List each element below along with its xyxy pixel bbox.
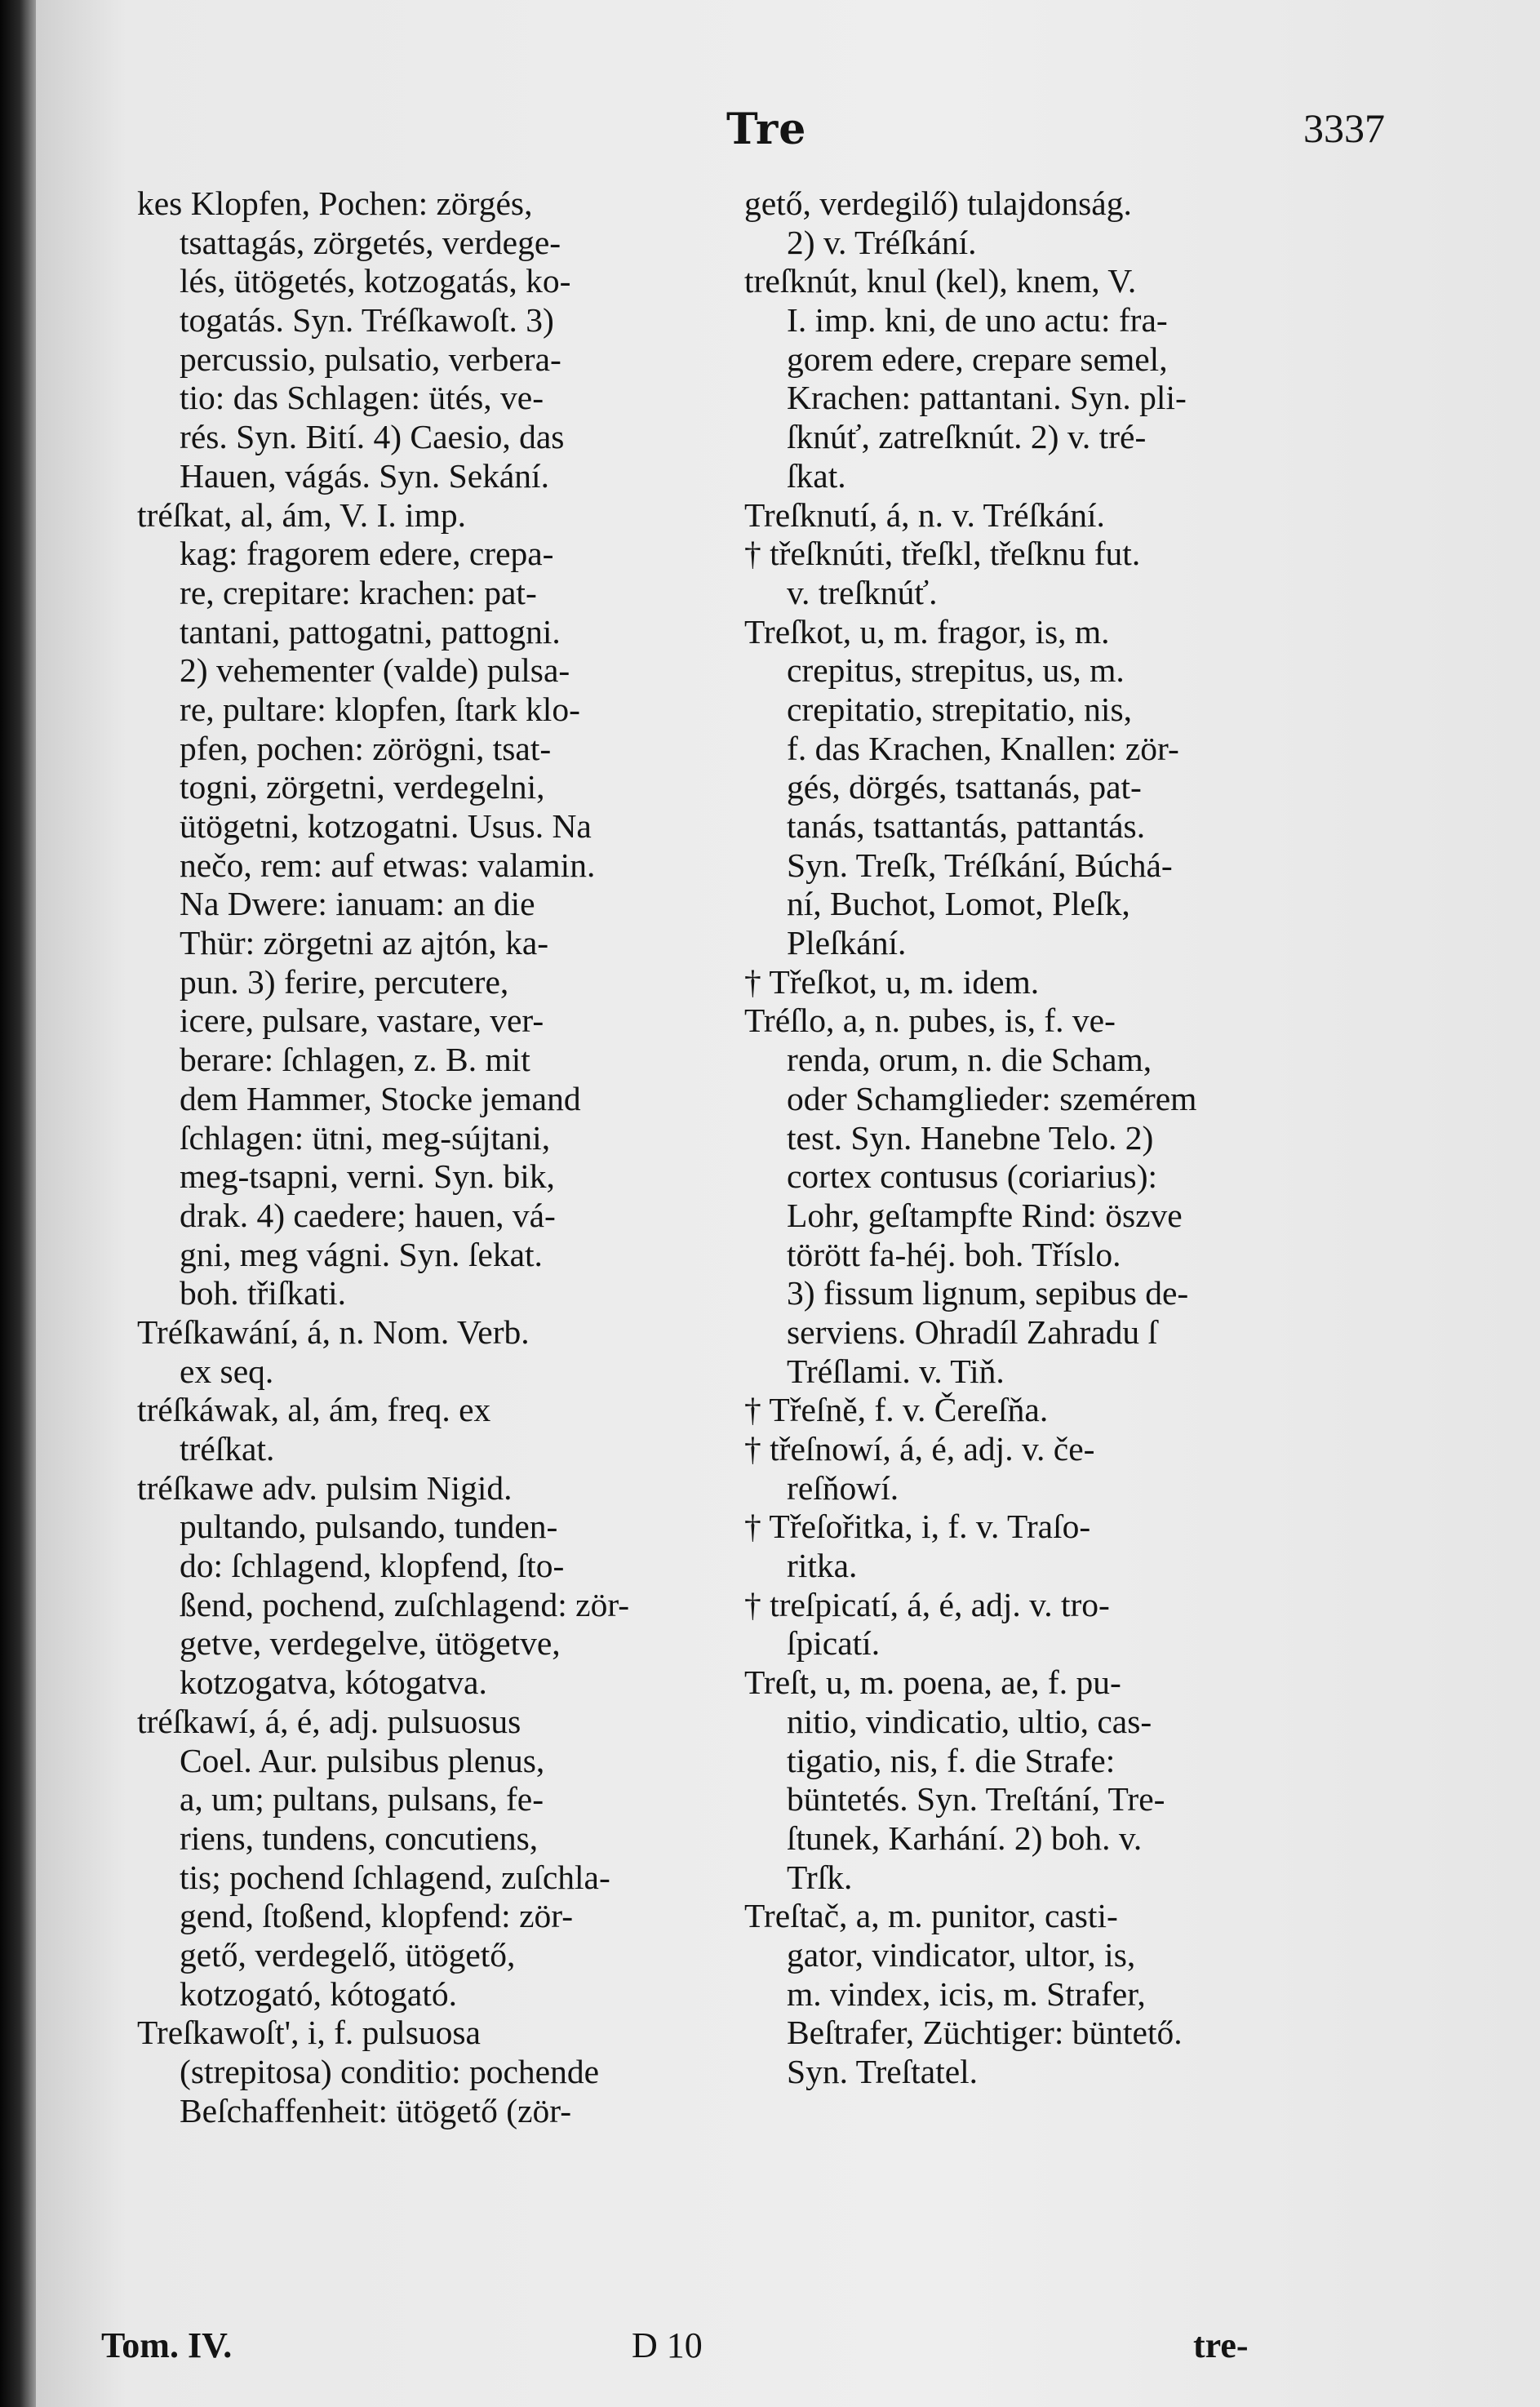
entry-line: ní, Buchot, Lomot, Pleſk, [787, 885, 1130, 923]
entry-line: † Třeſořitka, i, f. v. Traſo- [744, 1508, 1091, 1546]
right-column [744, 184, 1322, 2092]
entry-line: nitio, vindicatio, ultio, cas- [787, 1702, 1152, 1740]
entry-line: † Třeſně, f. v. Čereſňa. [744, 1391, 1049, 1429]
entry-line: boh. třiſkati. [180, 1274, 347, 1312]
entry-line: Thür: zörgetni az ajtón, ka- [180, 924, 549, 962]
entry-line: Treſt, u, m. poena, ae, f. pu- [744, 1663, 1121, 1702]
entry-line: tio: das Schlagen: ütés, ve- [180, 379, 544, 417]
entry-line: Syn. Treſk, Tréſkání, Búchá- [787, 846, 1173, 884]
entry-line: pun. 3) ferire, percutere, [180, 962, 509, 1001]
entry-line: tréſkat, al, ám, V. I. imp. [137, 495, 467, 534]
entry-line: ritka. [787, 1547, 858, 1585]
entry-line: icere, pulsare, vastare, ver- [180, 1001, 544, 1040]
entry-line: v. treſknúť. [787, 573, 938, 611]
entry-line: kotzogatva, kótogatva. [180, 1663, 487, 1702]
dictionary-page [36, 0, 1540, 2407]
entry-line: Tréſlo, a, n. pubes, is, f. ve- [744, 1001, 1116, 1040]
entry-line: rés. Syn. Bití. 4) Caesio, das [180, 418, 565, 456]
entry-line: Tréſkawání, á, n. Nom. Verb. [137, 1312, 530, 1351]
entry-line: Pleſkání. [787, 924, 907, 962]
entry-line: gni, meg vágni. Syn. ſekat. [180, 1235, 543, 1273]
entry-line: pfen, pochen: zörögni, tsat- [180, 729, 552, 767]
entry-line: 3) fissum lignum, sepibus de- [787, 1274, 1189, 1312]
entry-line: ſchlagen: ütni, meg-sújtani, [180, 1118, 551, 1157]
entry-line: gető, verdegilő) tulajdonság. [744, 184, 1132, 222]
entry-line: nečo, rem: auf etwas: valamin. [180, 846, 596, 884]
entry-line: Lohr, geſtampfte Rind: öszve [787, 1196, 1183, 1234]
entry-line: tis; pochend ſchlagend, zuſchla- [180, 1858, 610, 1896]
entry-line: tigatio, nis, f. die Strafe: [787, 1741, 1116, 1779]
entry-line: tanás, tsattantás, pattantás. [787, 807, 1146, 845]
entry-line: ſknúť, zatreſknút. 2) v. tré- [787, 418, 1147, 456]
entry-line: ſtunek, Karhání. 2) boh. v. [787, 1819, 1143, 1857]
entry-line: riens, tundens, concutiens, [180, 1819, 539, 1857]
entry-line: † třeſknúti, třeſkl, třeſknu fut. [744, 535, 1141, 573]
entry-line: Beſchaffenheit: ütögető (zör- [180, 2091, 572, 2129]
entry-line: do: ſchlagend, klopfend, ſto- [180, 1547, 565, 1585]
entry-line: reſňowí. [787, 1468, 899, 1507]
entry-line: re, crepitare: krachen: pat- [180, 573, 537, 611]
entry-line: ex seq. [180, 1352, 274, 1390]
entry-line: 2) vehementer (valde) pulsa- [180, 651, 570, 690]
entry-line: gorem edere, crepare semel, [787, 340, 1168, 378]
entry-line: Syn. Treſtatel. [787, 2053, 979, 2090]
entry-line: gator, vindicator, ultor, is, [787, 1935, 1136, 1974]
entry-line: † třeſnowí, á, é, adj. v. če- [744, 1430, 1095, 1468]
entry-line: ſpicatí. [787, 1624, 881, 1663]
entry-line: f. das Krachen, Knallen: zör- [787, 729, 1179, 767]
entry-line: tréſkáwak, al, ám, freq. ex [137, 1391, 491, 1429]
entry-line: ütögetni, kotzogatni. Usus. Na [180, 807, 592, 845]
page-header [36, 104, 1540, 170]
entry-line: berare: ſchlagen, z. B. mit [180, 1041, 530, 1079]
entry-line: meg-tsapni, verni. Syn. bik, [180, 1157, 555, 1196]
entry-line: Treſtač, a, m. punitor, casti- [744, 1897, 1118, 1935]
entry-line: kotzogató, kótogató. [180, 1974, 458, 2013]
entry-line: togatás. Syn. Tréſkawoſt. 3) [180, 301, 554, 340]
entry-line: gető, verdegelő, ütögető, [180, 1935, 516, 1974]
entry-line: büntetés. Syn. Treſtání, Tre- [787, 1780, 1165, 1819]
entry-line: dem Hammer, Stocke jemand [180, 1079, 581, 1117]
left-column [137, 184, 723, 2130]
entry-line: lés, ütögetés, kotzogatás, ko- [180, 262, 571, 300]
signature-mark: D 10 [632, 2325, 703, 2365]
entry-line: (strepitosa) conditio: pochende [180, 2053, 599, 2090]
entry-line: pultando, pulsando, tunden- [180, 1508, 558, 1546]
entry-line: I. imp. kni, de uno actu: fra- [787, 301, 1168, 340]
entry-line: test. Syn. Hanebne Telo. 2) [787, 1118, 1154, 1157]
entry-line: tréſkawe adv. pulsim Nigid. [137, 1468, 513, 1507]
entry-line: tréſkat. [180, 1430, 275, 1468]
entry-line: togni, zörgetni, verdegelni, [180, 768, 545, 806]
running-head: Tre [726, 104, 807, 154]
volume-label: Tom. IV. [101, 2325, 233, 2365]
entry-line: cortex contusus (coriarius): [787, 1157, 1158, 1196]
entry-line: Treſkawoſt', i, f. pulsuosa [137, 2014, 481, 2052]
entry-line: crepitus, strepitus, us, m. [787, 651, 1125, 690]
entry-line: renda, orum, n. die Scham, [787, 1041, 1152, 1079]
entry-line: crepitatio, strepitatio, nis, [787, 690, 1132, 728]
catchword: tre- [1193, 2325, 1249, 2365]
entry-line: törött fa-héj. boh. Tříslo. [787, 1235, 1121, 1273]
entry-line: tréſkawí, á, é, adj. pulsuosus [137, 1702, 521, 1740]
entry-line: gés, dörgés, tsattanás, pat- [787, 768, 1142, 806]
entry-line: serviens. Ohradíl Zahradu ſ [787, 1312, 1158, 1351]
entry-line: kag: fragorem edere, crepa- [180, 535, 554, 573]
entry-line: † treſpicatí, á, é, adj. v. tro- [744, 1585, 1110, 1623]
entry-line: a, um; pultans, pulsans, fe- [180, 1780, 544, 1819]
entry-line: treſknút, knul (kel), knem, V. [744, 262, 1137, 300]
entry-line: Na Dwere: ianuam: an die [180, 885, 535, 923]
entry-line: getve, verdegelve, ütögetve, [180, 1624, 561, 1663]
page-number: 3337 [1303, 105, 1385, 151]
entry-line: Krachen: pattantani. Syn. pli- [787, 379, 1187, 417]
entry-line: tantani, pattogatni, pattogni. [180, 612, 561, 651]
entry-line: m. vindex, icis, m. Strafer, [787, 1974, 1146, 2013]
entry-line: kes Klopfen, Pochen: zörgés, [137, 184, 533, 222]
entry-line: Treſkot, u, m. fragor, is, m. [744, 612, 1110, 651]
entry-line: percussio, pulsatio, verbera- [180, 340, 561, 378]
entry-line: † Třeſkot, u, m. idem. [744, 962, 1040, 1001]
entry-line: Trſk. [787, 1858, 853, 1896]
entry-line: Coel. Aur. pulsibus plenus, [180, 1741, 545, 1779]
entry-line: ſkat. [787, 456, 846, 495]
entry-line: 2) v. Tréſkání. [787, 223, 977, 261]
entry-line: oder Schamglieder: szemérem [787, 1079, 1197, 1117]
entry-line: tsattagás, zörgetés, verdege- [180, 223, 561, 261]
page-footer [36, 2325, 1540, 2374]
entry-line: Tréſlami. v. Tiň. [787, 1352, 1005, 1390]
book-binding-shadow [0, 0, 36, 2407]
entry-line: re, pultare: klopfen, ſtark klo- [180, 690, 580, 728]
entry-line: gend, ſtoßend, klopfend: zör- [180, 1897, 574, 1935]
entry-line: Hauen, vágás. Syn. Sekání. [180, 456, 549, 495]
entry-line: drak. 4) caedere; hauen, vá- [180, 1196, 556, 1234]
entry-line: ßend, pochend, zuſchlagend: zör- [180, 1585, 630, 1623]
entry-line: Beſtrafer, Züchtiger: büntető. [787, 2014, 1183, 2052]
entry-line: Treſknutí, á, n. v. Tréſkání. [744, 495, 1105, 534]
